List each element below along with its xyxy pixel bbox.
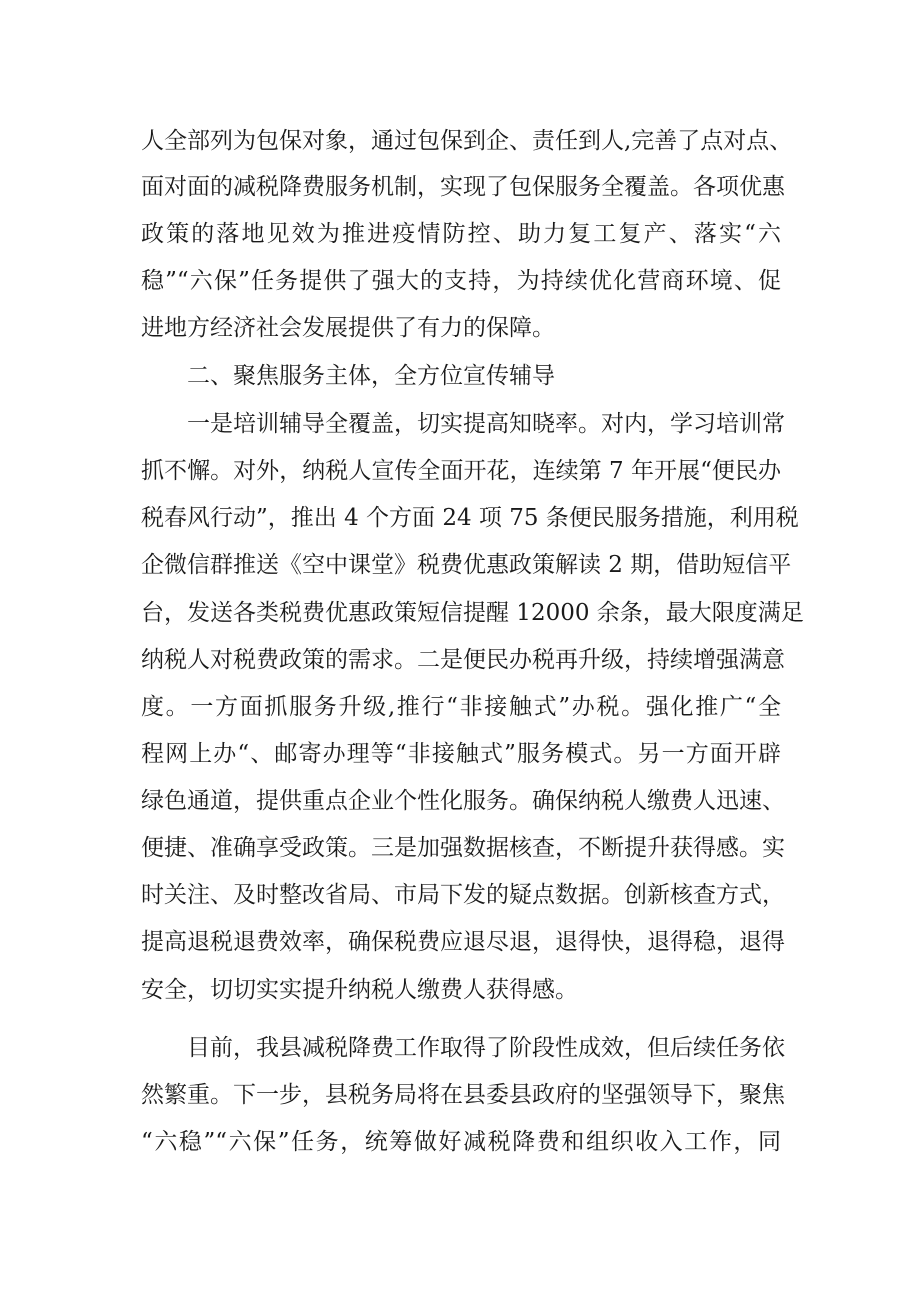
text-line bbox=[0, 730, 920, 778]
text-line bbox=[0, 541, 920, 589]
text-line-content: 人全部列为包保对象，通过包保到企、责任到人,完善了点对点、 bbox=[141, 128, 793, 154]
text-line bbox=[0, 210, 920, 258]
text-line bbox=[0, 636, 920, 684]
text-line bbox=[0, 117, 920, 165]
text-line bbox=[0, 871, 920, 919]
section-heading-text: 二、聚焦服务主体，全方位宣传辅导 bbox=[187, 363, 555, 389]
text-line bbox=[0, 163, 920, 211]
text-line bbox=[0, 1071, 920, 1119]
text-line bbox=[0, 494, 920, 542]
text-line-content: 然繁重。下一步，县税务局将在县委县政府的坚强领导下，聚焦 bbox=[141, 1082, 785, 1108]
text-line-content: 企微信群推送《空中课堂》税费优惠政策解读 2 期，借助短信平 bbox=[141, 552, 792, 578]
text-line bbox=[0, 683, 920, 731]
text-line-content: 面对面的减税降费服务机制，实现了包保服务全覆盖。各项优惠 bbox=[141, 174, 785, 200]
text-line bbox=[0, 1118, 920, 1166]
text-line bbox=[0, 966, 920, 1014]
text-line-content: 便捷、准确享受政策。三是加强数据核查，不断提升获得感。实 bbox=[141, 835, 785, 861]
text-line-content: 台，发送各类税费优惠政策短信提醒 12000 余条，最大限度满足 bbox=[141, 600, 804, 626]
text-line-content: 时关注、及时整改省局、市局下发的疑点数据。创新核查方式， bbox=[141, 882, 785, 908]
text-line-content: 抓不懈。对外，纳税人宣传全面开花，连续第 7 年开展“便民办 bbox=[141, 458, 781, 484]
text-line-content: 目前，我县减税降费工作取得了阶段性成效，但后续任务依 bbox=[187, 1035, 785, 1061]
text-line-content: 提高退税退费效率，确保税费应退尽退，退得快，退得稳，退得 bbox=[141, 929, 785, 955]
text-line-content: 税春风行动”，推出 4 个方面 24 项 75 条便民服务措施，利用税 bbox=[141, 505, 799, 531]
text-line-content: “六稳”“六保”任务，统筹做好减税降费和组织收入工作，同 bbox=[141, 1129, 781, 1155]
text-line bbox=[0, 824, 920, 872]
text-line-content: 度。一方面抓服务升级,推行“非接触式”办税。强化推广“全 bbox=[141, 694, 781, 720]
text-line bbox=[0, 400, 920, 448]
text-line bbox=[0, 589, 920, 637]
text-line-content: 绿色通道，提供重点企业个性化服务。确保纳税人缴费人迅速、 bbox=[141, 788, 785, 814]
text-line-content: 政策的落地见效为推进疫情防控、助力复工复产、落实“六 bbox=[141, 221, 781, 247]
text-line-content: 一是培训辅导全覆盖，切实提高知晓率。对内，学习培训常 bbox=[187, 411, 785, 437]
text-line bbox=[0, 777, 920, 825]
text-line-content: 纳税人对税费政策的需求。二是便民办税再升级，持续增强满意 bbox=[141, 647, 785, 673]
section-heading bbox=[0, 352, 920, 400]
text-line-content: 程网上办“、邮寄办理等“非接触式”服务模式。另一方面开辟 bbox=[141, 741, 781, 767]
text-line bbox=[0, 1024, 920, 1072]
text-line bbox=[0, 918, 920, 966]
text-line bbox=[0, 257, 920, 305]
text-line-content: 进地方经济社会发展提供了有力的保障。 bbox=[141, 315, 555, 341]
text-line-content: 稳”“六保”任务提供了强大的支持，为持续优化营商环境、促 bbox=[141, 268, 781, 294]
text-line bbox=[0, 304, 920, 352]
text-line-content: 安全，切切实实提升纳税人缴费人获得感。 bbox=[141, 977, 578, 1003]
text-line bbox=[0, 447, 920, 495]
